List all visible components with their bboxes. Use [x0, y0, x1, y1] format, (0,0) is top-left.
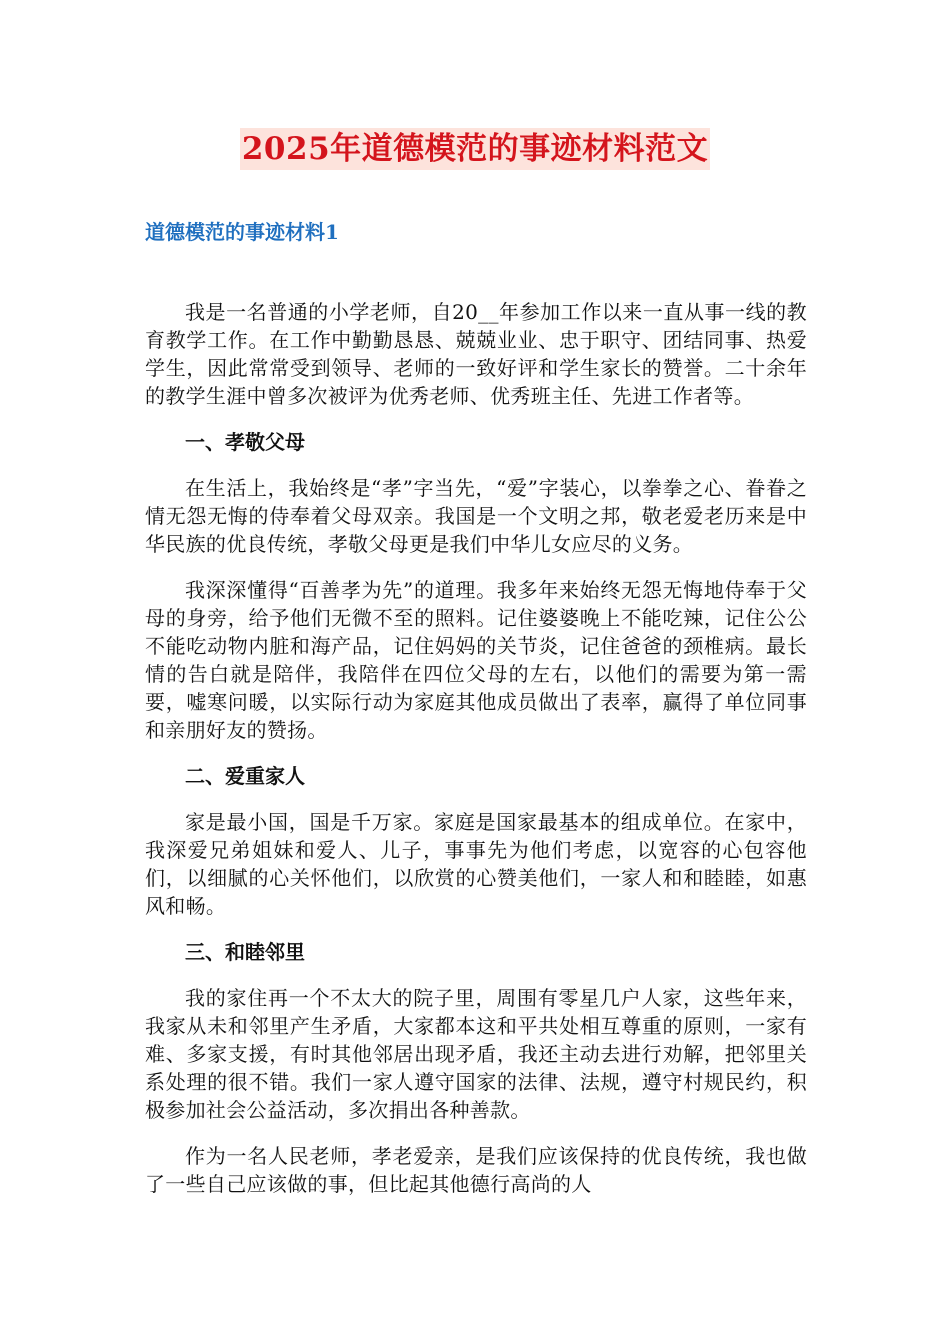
paragraph: 我深深懂得“百善孝为先”的道理。我多年来始终无怨无悔地侍奉于父母的身旁，给予他们无微不至的照料。记住婆婆晚上不能吃辣，记住公公不能吃动物内脏和海产品，记住妈妈的关节炎，记住爸爸的颈椎病。最长情的告白就是陪伴，我陪伴在四位父母的左右，以他们的需要为第一需要，嘘寒问暖，以实际行动为家庭其他成员做出了表率，赢得了单位同事和亲朋好友的赞扬。: [145, 578, 807, 742]
paragraph: 我的家住再一个不太大的院子里，周围有零星几户人家，这些年来，我家从未和邻里产生矛盾，大家都本这和平共处相互尊重的原则，一家有难、多家支援，有时其他邻居出现矛盾，我还主动去进行劝解，把邻里关系处理的很不错。我们一家人遵守国家的法律、法规，遵守村规民约，积极参加社会公益活动，多次捐出各种善款。: [145, 986, 807, 1122]
title-wrapper: [0, 128, 950, 170]
document-body: [145, 218, 807, 1216]
subheading: 一、孝敬父母: [185, 430, 305, 454]
subheading: 二、爱重家人: [185, 764, 305, 788]
paragraph: 作为一名人民老师，孝老爱亲，是我们应该保持的优良传统，我也做了一些自己应该做的事，但比起其他德行高尚的人: [145, 1144, 807, 1196]
subheading: 三、和睦邻里: [185, 940, 305, 964]
document-title: 2025年道德模范的事迹材料范文: [240, 128, 710, 170]
paragraph: 家是最小国，国是千万家。家庭是国家最基本的组成单位。在家中，我深爱兄弟姐妹和爱人、儿子，事事先为他们考虑，以宽容的心包容他们，以细腻的心关怀他们，以欣赏的心赞美他们，一家人和和睦睦，如惠风和畅。: [145, 810, 807, 918]
paragraph: 在生活上，我始终是“孝”字当先，“爱”字装心，以拳拳之心、眷眷之情无怨无悔的侍奉着父母双亲。我国是一个文明之邦，敬老爱老历来是中华民族的优良传统，孝敬父母更是我们中华儿女应尽的义务。: [145, 476, 807, 556]
paragraph: 我是一名普通的小学老师，自20__年参加工作以来一直从事一线的教育教学工作。在工作中勤勤恳恳、兢兢业业、忠于职守、团结同事、热爱学生，因此常常受到领导、老师的一致好评和学生家长的赞誉。二十余年的教学生涯中曾多次被评为优秀老师、优秀班主任、先进工作者等。: [145, 300, 807, 408]
section-title: 道德模范的事迹材料1: [145, 220, 339, 244]
